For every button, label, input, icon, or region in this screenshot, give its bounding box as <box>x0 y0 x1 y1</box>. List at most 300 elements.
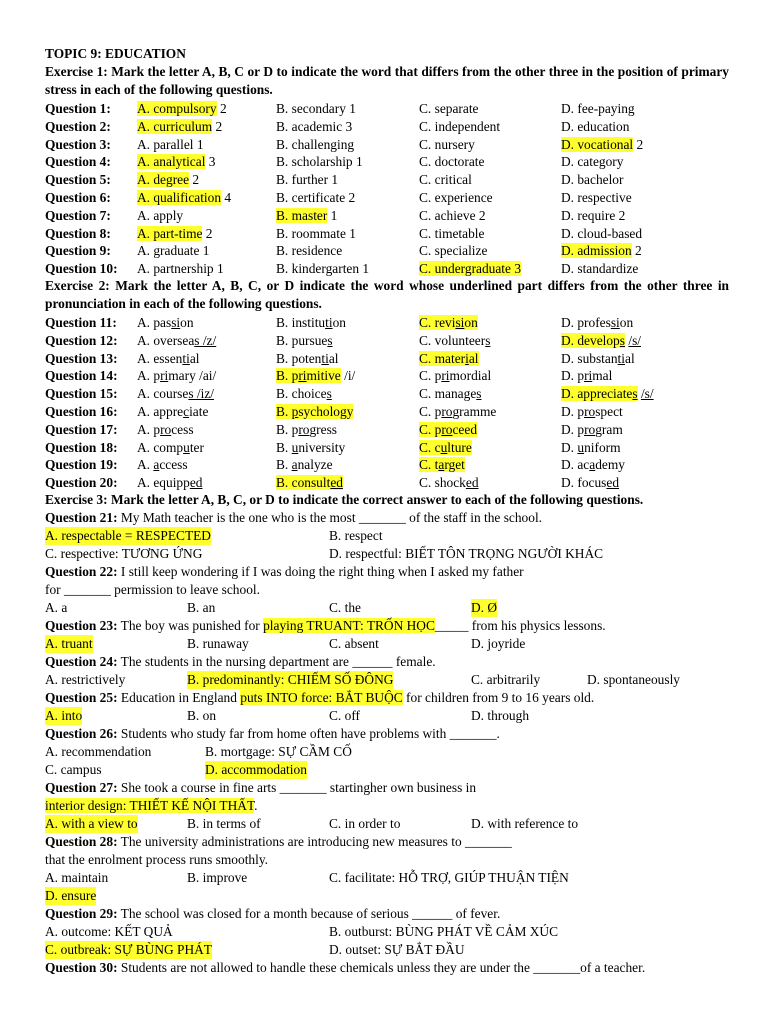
option-word <box>276 386 332 401</box>
option-c <box>419 136 475 154</box>
question-text-end: _____ from his physics lessons. <box>434 618 606 633</box>
option-word <box>419 368 491 383</box>
question-24-options <box>0 671 768 689</box>
stress-note: 2 <box>202 225 213 241</box>
question-label: Question 7: <box>45 207 111 223</box>
highlighted-note: interior design: THIẾT KẾ NỘI THẤT <box>45 798 255 813</box>
underlined-part: s <box>327 332 333 348</box>
option-b <box>276 367 355 385</box>
option-b: B. outburst: BÙNG PHÁT VỀ CẢM XÚC <box>329 924 559 939</box>
option-text: B. secondary 1 <box>276 101 356 116</box>
exercise-2-question-row <box>0 385 768 403</box>
exercise-2-question-row <box>0 403 768 421</box>
exercise-1-question-row <box>0 242 768 260</box>
option-word <box>419 440 472 455</box>
option-text: A. degree <box>137 172 190 188</box>
question-label: Question 12: <box>45 332 118 348</box>
option-word <box>419 422 477 437</box>
option-text: A. partnership 1 <box>137 261 224 277</box>
underlined-part: ro <box>160 421 172 437</box>
option-b: B. predominantly: CHIẾM SỐ ĐÔNG <box>187 672 394 687</box>
option-c <box>419 207 486 225</box>
option-text: D. admission <box>561 243 632 259</box>
option-c <box>419 439 472 457</box>
underlined-part: u <box>183 439 190 455</box>
stress-note: 2 <box>633 136 644 152</box>
option-word <box>561 457 625 472</box>
word-part: demy <box>595 457 625 473</box>
option-a <box>137 350 200 368</box>
question-22 <box>45 563 735 581</box>
option-c <box>419 456 465 474</box>
option-text: A. parallel 1 <box>137 136 204 152</box>
word-part: B. consult <box>276 475 331 491</box>
exercise-1-question-row <box>0 153 768 171</box>
word-part: A. equipp <box>137 475 190 491</box>
question-28-options-2 <box>0 887 768 905</box>
option-a: A. respectable = RESPECTED <box>45 528 211 543</box>
word-part: on <box>180 315 194 330</box>
option-d: D. accommodation <box>205 762 307 777</box>
underlined-part: c <box>183 404 190 419</box>
word-part: D. p <box>561 404 585 419</box>
option-word <box>137 333 216 348</box>
option-a <box>137 456 188 474</box>
question-26-options-2 <box>0 761 768 779</box>
option-word <box>137 404 208 419</box>
question-label: Question 22: <box>45 564 118 579</box>
option-word <box>561 315 633 330</box>
option-text: D. category <box>561 154 624 170</box>
option-text: B. scholarship 1 <box>276 154 363 170</box>
question-text: The students in the nursing department are ______ female. <box>117 654 436 669</box>
option-text: C. undergraduate 3 <box>419 261 522 277</box>
question-label: Question 8: <box>45 225 111 241</box>
underlined-part: s <box>476 386 482 402</box>
option-b: B. improve <box>187 870 248 885</box>
question-24 <box>45 653 735 671</box>
word-part: spect <box>595 404 623 419</box>
option-word <box>419 386 481 401</box>
question-text: Students who study far from home often have problems with _______. <box>117 726 500 741</box>
option-b <box>276 225 356 243</box>
option-a <box>137 385 214 403</box>
option-c: C. outbreak: SỰ BÙNG PHÁT <box>45 942 212 957</box>
option-word <box>137 368 216 383</box>
question-label: Question 23: <box>45 618 118 633</box>
option-a <box>137 100 227 118</box>
word-part: mordial <box>449 368 492 384</box>
question-21 <box>45 509 735 527</box>
word-part: D. develop <box>561 332 620 348</box>
option-text: D. respective <box>561 190 632 205</box>
option-b <box>276 153 363 171</box>
option-word <box>276 333 333 348</box>
word-part: D. substan <box>561 350 618 366</box>
question-28 <box>45 833 735 851</box>
phonetic-note: /i/ <box>344 368 356 384</box>
question-label: Question 17: <box>45 421 118 437</box>
option-d: D. respectful: BIẾT TÔN TRỌNG NGƯỜI KHÁC <box>329 546 604 561</box>
word-part: C. c <box>419 439 441 455</box>
word-part: niversity <box>298 439 346 455</box>
word-part: C. p <box>419 404 442 419</box>
underlined-part: ti <box>321 350 329 366</box>
option-text: D. cloud-based <box>561 225 643 241</box>
word-part: gramme <box>452 404 497 419</box>
option-d <box>561 403 623 421</box>
word-part: on <box>332 315 346 330</box>
word-part: A. pas <box>137 315 172 330</box>
word-part: D. ac <box>561 457 590 473</box>
option-d <box>561 314 633 332</box>
option-text: A. apply <box>137 207 184 223</box>
option-text: B. residence <box>276 243 343 259</box>
exercise-2-question-row <box>0 350 768 368</box>
option-c <box>419 171 472 189</box>
option-b <box>276 260 369 278</box>
question-label: Question 13: <box>45 350 118 366</box>
exercise-1-instruction: Exercise 1: Mark the letter A, B, C or D to indicate the word that differs from the other three in the position of primary stress in each of the following questions. <box>45 64 729 97</box>
option-d <box>561 225 642 243</box>
word-part: C. revi <box>419 315 456 330</box>
option-c <box>419 242 487 260</box>
underlined-part: s /iz/ <box>188 386 214 402</box>
question-label: Question 30: <box>45 960 118 975</box>
word-part: al <box>468 350 479 366</box>
word-part: C. t <box>419 457 439 473</box>
word-part: A. comp <box>137 439 184 455</box>
question-22-options <box>0 599 768 617</box>
underlined-part: si <box>455 315 465 330</box>
word-part: D. appreciate <box>561 386 633 402</box>
word-part: A. course <box>137 386 189 402</box>
option-a: A. truant <box>45 636 93 651</box>
word-part: C. volunteer <box>419 332 486 348</box>
question-text: The school was closed for a month because of serious ______ of fever. <box>117 906 501 921</box>
option-b <box>276 332 333 350</box>
option-c: C. absent <box>329 636 379 651</box>
option-text: B. academic 3 <box>276 118 353 134</box>
option-text: B. roommate 1 <box>276 225 356 241</box>
option-a <box>137 314 194 332</box>
option-a <box>137 225 213 243</box>
option-d: D. outset: SỰ BẮT ĐẦU <box>329 942 465 957</box>
question-21-options <box>0 527 768 545</box>
option-text: B. challenging <box>276 136 355 152</box>
option-b <box>276 189 355 207</box>
option-a <box>137 403 208 421</box>
option-a: A. recommendation <box>45 744 152 759</box>
word-part: al <box>625 350 635 366</box>
word-part: gram <box>595 421 623 437</box>
option-a <box>137 207 183 225</box>
question-29-options <box>0 923 768 941</box>
option-c: C. arbitrarily <box>471 672 541 687</box>
question-text: Education in England <box>117 690 241 705</box>
underlined-part: s <box>619 332 625 348</box>
word-part: C. shock <box>419 475 466 491</box>
exercise-1-question-row <box>0 118 768 136</box>
underlined-part: a <box>589 457 596 473</box>
option-c <box>419 350 479 368</box>
exercise-2-question-row <box>0 367 768 385</box>
question-29-options-2 <box>0 941 768 959</box>
question-26 <box>45 725 735 743</box>
option-c: C. facilitate: HỖ TRỢ, GIÚP THUẬN TIỆN <box>329 870 569 885</box>
option-c <box>419 100 479 118</box>
underlined-part: i <box>465 350 469 366</box>
word-part: D. focus <box>561 475 607 491</box>
exercise-1-question-row <box>0 136 768 154</box>
word-part: C. mater <box>419 350 466 366</box>
option-word <box>276 440 345 455</box>
question-label: Question 18: <box>45 439 118 455</box>
option-c <box>419 189 493 207</box>
option-b: B. mortgage: SỰ CẦM CỐ <box>205 744 352 759</box>
option-b <box>276 421 337 439</box>
stress-note: 2 <box>631 243 642 259</box>
option-word <box>276 475 343 490</box>
word-part: mal <box>592 368 613 384</box>
option-b <box>276 136 354 154</box>
word-part: D. profes <box>561 315 611 330</box>
word-part: al <box>328 350 339 366</box>
option-b: B. on <box>187 708 217 723</box>
option-b <box>276 171 338 189</box>
word-part: on <box>464 315 478 330</box>
word-part: al <box>189 350 200 366</box>
option-a <box>137 189 231 207</box>
option-c <box>419 225 484 243</box>
word-part: D. p <box>561 368 585 384</box>
option-c <box>419 403 496 421</box>
question-text: I still keep wondering if I was doing the right thing when I asked my father <box>117 564 524 579</box>
option-word <box>561 475 619 490</box>
stress-note: 2 <box>216 101 227 116</box>
question-text: The university administrations are introducing new measures to _______ <box>117 834 512 849</box>
question-label: Question 14: <box>45 368 118 384</box>
word-part: B. p <box>276 421 299 437</box>
option-text: A. analytical <box>137 154 206 170</box>
exercise-1-question-row <box>0 207 768 225</box>
word-part: C. manage <box>419 386 477 402</box>
option-d <box>561 189 632 207</box>
question-text-end: for children from 9 to 16 years old. <box>402 690 595 705</box>
option-word <box>561 351 635 366</box>
underlined-part: ro <box>584 421 596 437</box>
option-text: C. separate <box>419 101 479 116</box>
option-c <box>419 332 490 350</box>
question-label: Question 25: <box>45 690 118 705</box>
word-part: A. oversea <box>137 332 195 348</box>
word-part: D. <box>561 439 578 455</box>
option-word <box>419 475 479 490</box>
option-d <box>561 439 621 457</box>
exercise-2-question-row <box>0 474 768 492</box>
exercise-2-instruction: Exercise 2: Mark the letter A, B, C, or D indicate the word whose underlined part differs from the other three in pronunciation in each of the following questions. <box>45 278 729 311</box>
option-a: A. with a view to <box>45 816 138 831</box>
option-word <box>276 422 337 437</box>
word-part: mitive <box>306 368 341 384</box>
option-d <box>561 153 623 171</box>
option-d: D. ensure <box>45 888 97 903</box>
stress-note: 1 <box>327 207 338 223</box>
option-word <box>137 475 202 490</box>
option-c: C. respective: TƯƠNG ỨNG <box>45 546 203 561</box>
option-c <box>419 260 521 278</box>
option-text: D. education <box>561 118 630 134</box>
option-text: C. critical <box>419 172 472 188</box>
option-word <box>276 457 333 472</box>
option-a <box>137 260 224 278</box>
question-27-continued <box>45 797 735 815</box>
option-word <box>276 351 339 366</box>
option-text: C. doctorate <box>419 154 485 170</box>
word-part: B. pursue <box>276 332 328 348</box>
option-a: A. maintain <box>45 870 109 885</box>
word-part: B. <box>276 457 292 473</box>
option-a <box>137 136 204 154</box>
word-part: A. p <box>137 421 161 437</box>
option-a <box>137 367 216 385</box>
option-word <box>419 333 490 348</box>
question-label: Question 5: <box>45 172 111 188</box>
option-b <box>276 350 339 368</box>
underlined-part: u <box>440 439 448 455</box>
option-d <box>561 136 643 154</box>
underlined-part: ed <box>606 475 620 491</box>
option-a <box>137 171 199 189</box>
underlined-part: s <box>485 332 491 348</box>
question-26-options <box>0 743 768 761</box>
option-word <box>561 386 638 401</box>
phonetic-note: /s/ <box>628 332 641 348</box>
option-c <box>419 385 481 403</box>
underlined-part: u <box>577 439 585 455</box>
word-part: C. p <box>419 421 442 437</box>
word-part: niform <box>584 439 621 455</box>
option-d <box>561 242 642 260</box>
underlined-part: ti <box>182 350 190 366</box>
option-word <box>276 368 341 383</box>
option-text: B. certificate 2 <box>276 190 356 205</box>
underlined-part: ed <box>465 475 479 491</box>
option-a <box>137 332 216 350</box>
option-a <box>137 118 222 136</box>
highlighted-note: playing TRUANT: TRỐN HỌC <box>263 618 435 633</box>
option-d <box>561 260 638 278</box>
question-text: Students are not allowed to handle these chemicals unless they are under the _______of a teacher. <box>117 960 646 975</box>
question-text-end: . <box>254 798 258 813</box>
option-b <box>276 242 342 260</box>
highlighted-note: puts INTO force: BẮT BUỘC <box>240 690 403 705</box>
underlined-part: ro <box>584 404 596 419</box>
underlined-part: ri <box>298 368 307 384</box>
option-a: A. into <box>45 708 83 723</box>
underlined-part: ed <box>189 475 203 491</box>
word-part: D. p <box>561 421 585 437</box>
underlined-part: ro <box>441 421 453 437</box>
question-25 <box>45 689 735 707</box>
question-28-options <box>0 869 768 887</box>
question-label: Question 9: <box>45 243 111 259</box>
option-text: B. kindergarten 1 <box>276 261 370 277</box>
underlined-part: a <box>153 457 160 473</box>
exercise-1-question-row <box>0 100 768 118</box>
option-d <box>561 100 635 118</box>
word-part: lture <box>447 439 472 455</box>
option-d <box>561 350 635 368</box>
underlined-part: ti <box>617 350 625 366</box>
option-c: C. in order to <box>329 816 401 831</box>
exercise-1-question-row <box>0 260 768 278</box>
option-d: D. with reference to <box>471 816 579 831</box>
question-22-continued: for _______ permission to leave school. <box>45 582 260 597</box>
option-d <box>561 385 654 403</box>
option-b <box>276 207 337 225</box>
word-part: ccess <box>159 457 188 473</box>
word-part: C. p <box>419 368 442 384</box>
option-c <box>419 314 478 332</box>
option-c <box>419 153 484 171</box>
option-word <box>561 404 623 419</box>
option-c: C. campus <box>45 762 102 777</box>
option-word <box>137 422 194 437</box>
option-d <box>561 421 623 439</box>
question-23 <box>45 617 735 635</box>
exercise-3-instruction: Exercise 3: Mark the letter A, B, C, or D to indicate the correct answer to each of the following questions. <box>45 492 644 507</box>
option-c <box>419 421 477 439</box>
question-label: Question 20: <box>45 475 118 491</box>
word-part: B. institu <box>276 315 326 330</box>
option-text: C. experience <box>419 190 493 205</box>
question-label: Question 1: <box>45 101 111 116</box>
option-d <box>561 332 641 350</box>
word-part: iate <box>189 404 209 419</box>
option-d <box>561 118 629 136</box>
option-a: A. a <box>45 600 68 615</box>
word-part: B. choice <box>276 386 327 402</box>
question-27-options <box>0 815 768 833</box>
option-word <box>561 333 625 348</box>
option-d: D. joyride <box>471 636 526 651</box>
option-b: B. respect <box>329 528 383 543</box>
option-text: D. require 2 <box>561 207 626 223</box>
option-a: A. outcome: KẾT QUẢ <box>45 924 173 939</box>
option-c: C. the <box>329 600 361 615</box>
option-d: D. through <box>471 708 530 723</box>
option-text: D. fee-paying <box>561 101 635 116</box>
option-word <box>276 404 353 419</box>
underlined-part: si <box>171 315 181 330</box>
exercise-2-question-row <box>0 439 768 457</box>
option-text: A. compulsory <box>137 101 217 116</box>
option-d <box>561 207 625 225</box>
option-word <box>419 315 478 330</box>
stress-note: 2 <box>189 172 200 188</box>
option-text: D. vocational <box>561 136 634 152</box>
option-b: B. runaway <box>187 636 249 651</box>
word-part: nalyze <box>297 457 333 473</box>
word-part: ceed <box>452 421 478 437</box>
option-a <box>137 421 194 439</box>
option-word <box>419 404 496 419</box>
option-b <box>276 118 352 136</box>
underlined-part: p <box>291 404 299 419</box>
underlined-part: a <box>291 457 298 473</box>
option-d <box>561 456 625 474</box>
